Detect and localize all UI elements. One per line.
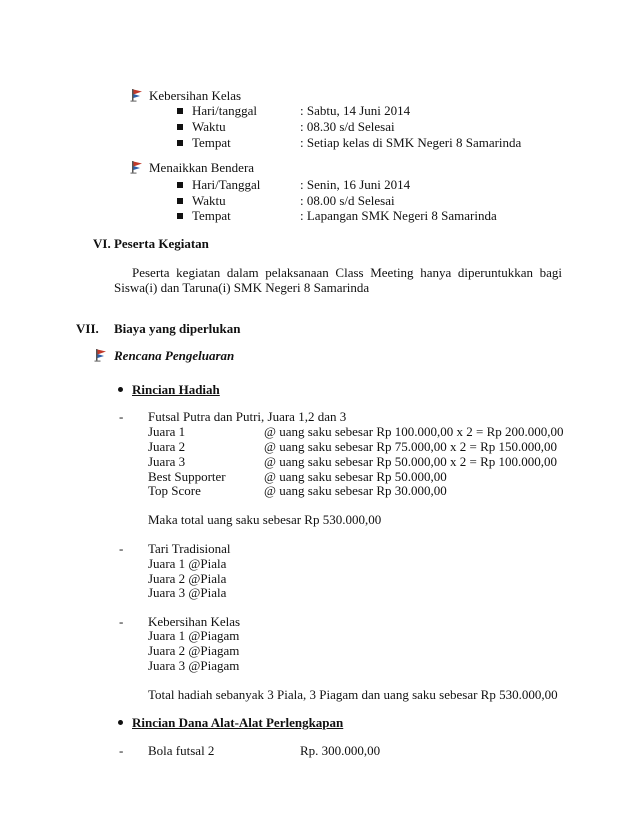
equipment-value: Rp. 300.000,00 xyxy=(300,743,381,758)
prize-name: Juara 1 xyxy=(148,424,186,439)
dash-bullet: - xyxy=(119,743,124,758)
square-bullet-icon xyxy=(177,213,183,219)
detail-label: Waktu xyxy=(192,119,226,134)
square-bullet-icon xyxy=(177,124,183,130)
prize-category: Tari Tradisional xyxy=(148,541,231,556)
round-bullet-icon xyxy=(118,720,123,725)
flag-bullet-icon xyxy=(94,348,108,362)
detail-value: : 08.30 s/d Selesai xyxy=(300,119,395,134)
detail-value: : Lapangan SMK Negeri 8 Samarinda xyxy=(300,208,497,223)
square-bullet-icon xyxy=(177,182,183,188)
prize-value: @ uang saku sebesar Rp 100.000,00 x 2 = Rp 200.000,00 xyxy=(264,424,564,439)
dash-bullet: - xyxy=(119,409,124,424)
flag-bullet-icon xyxy=(130,160,144,174)
detail-label: Hari/tanggal xyxy=(192,103,257,118)
prize-item: Juara 3 @Piagam xyxy=(148,658,240,673)
prize-item: Juara 1 @Piala xyxy=(148,556,227,571)
square-bullet-icon xyxy=(177,198,183,204)
round-bullet-icon xyxy=(118,387,123,392)
prize-category: Futsal Putra dan Putri, Juara 1,2 dan 3 xyxy=(148,409,347,424)
detail-value: : Sabtu, 14 Juni 2014 xyxy=(300,103,411,118)
prize-name: Top Score xyxy=(148,483,201,498)
prize-item: Juara 2 @Piagam xyxy=(148,643,240,658)
total-line: Total hadiah sebanyak 3 Piala, 3 Piagam dan uang saku sebesar Rp 530.000,00 xyxy=(148,687,558,702)
dash-bullet: - xyxy=(119,614,124,629)
dash-bullet: - xyxy=(119,541,124,556)
detail-value: : 08.00 s/d Selesai xyxy=(300,193,395,208)
square-bullet-icon xyxy=(177,108,183,114)
equipment-label: Bola futsal 2 xyxy=(148,743,215,758)
detail-label: Hari/Tanggal xyxy=(192,177,261,192)
section-heading: VI. Peserta Kegiatan xyxy=(93,236,209,251)
prize-value: @ uang saku sebesar Rp 75.000,00 x 2 = Rp 150.000,00 xyxy=(264,439,558,454)
list-heading: Rincian Hadiah xyxy=(132,382,220,397)
prize-item: Juara 2 @Piala xyxy=(148,571,227,586)
prize-name: Best Supporter xyxy=(148,469,226,484)
square-bullet-icon xyxy=(177,140,183,146)
prize-value: @ uang saku sebesar Rp 30.000,00 xyxy=(264,483,447,498)
prize-category: Kebersihan Kelas xyxy=(148,614,241,629)
activity-title: Menaikkan Bendera xyxy=(149,160,255,175)
prize-item: Juara 1 @Piagam xyxy=(148,628,240,643)
prize-value: @ uang saku sebesar Rp 50.000,00 xyxy=(264,469,447,484)
detail-label: Tempat xyxy=(192,135,231,150)
prize-item: Juara 3 @Piala xyxy=(148,585,227,600)
prize-value: @ uang saku sebesar Rp 50.000,00 x 2 = Rp 100.000,00 xyxy=(264,454,558,469)
activity-title: Kebersihan Kelas xyxy=(149,88,242,103)
section-heading: Biaya yang diperlukan xyxy=(114,321,241,336)
subsection-title: Rencana Pengeluaran xyxy=(114,348,235,363)
paragraph-line: Peserta kegiatan dalam pelaksanaan Class Meeting hanya diperuntukkan bagi xyxy=(132,265,562,280)
prize-name: Juara 3 xyxy=(148,454,186,469)
list-heading: Rincian Dana Alat-Alat Perlengkapan xyxy=(132,715,344,730)
detail-value: : Setiap kelas di SMK Negeri 8 Samarinda xyxy=(300,135,522,150)
section-number: VII. xyxy=(76,321,99,336)
detail-label: Tempat xyxy=(192,208,231,223)
detail-value: : Senin, 16 Juni 2014 xyxy=(300,177,411,192)
flag-bullet-icon xyxy=(130,88,144,102)
total-line: Maka total uang saku sebesar Rp 530.000,00 xyxy=(148,512,382,527)
paragraph-line: Siswa(i) dan Taruna(i) SMK Negeri 8 Samarinda xyxy=(114,280,370,295)
detail-label: Waktu xyxy=(192,193,226,208)
prize-name: Juara 2 xyxy=(148,439,186,454)
